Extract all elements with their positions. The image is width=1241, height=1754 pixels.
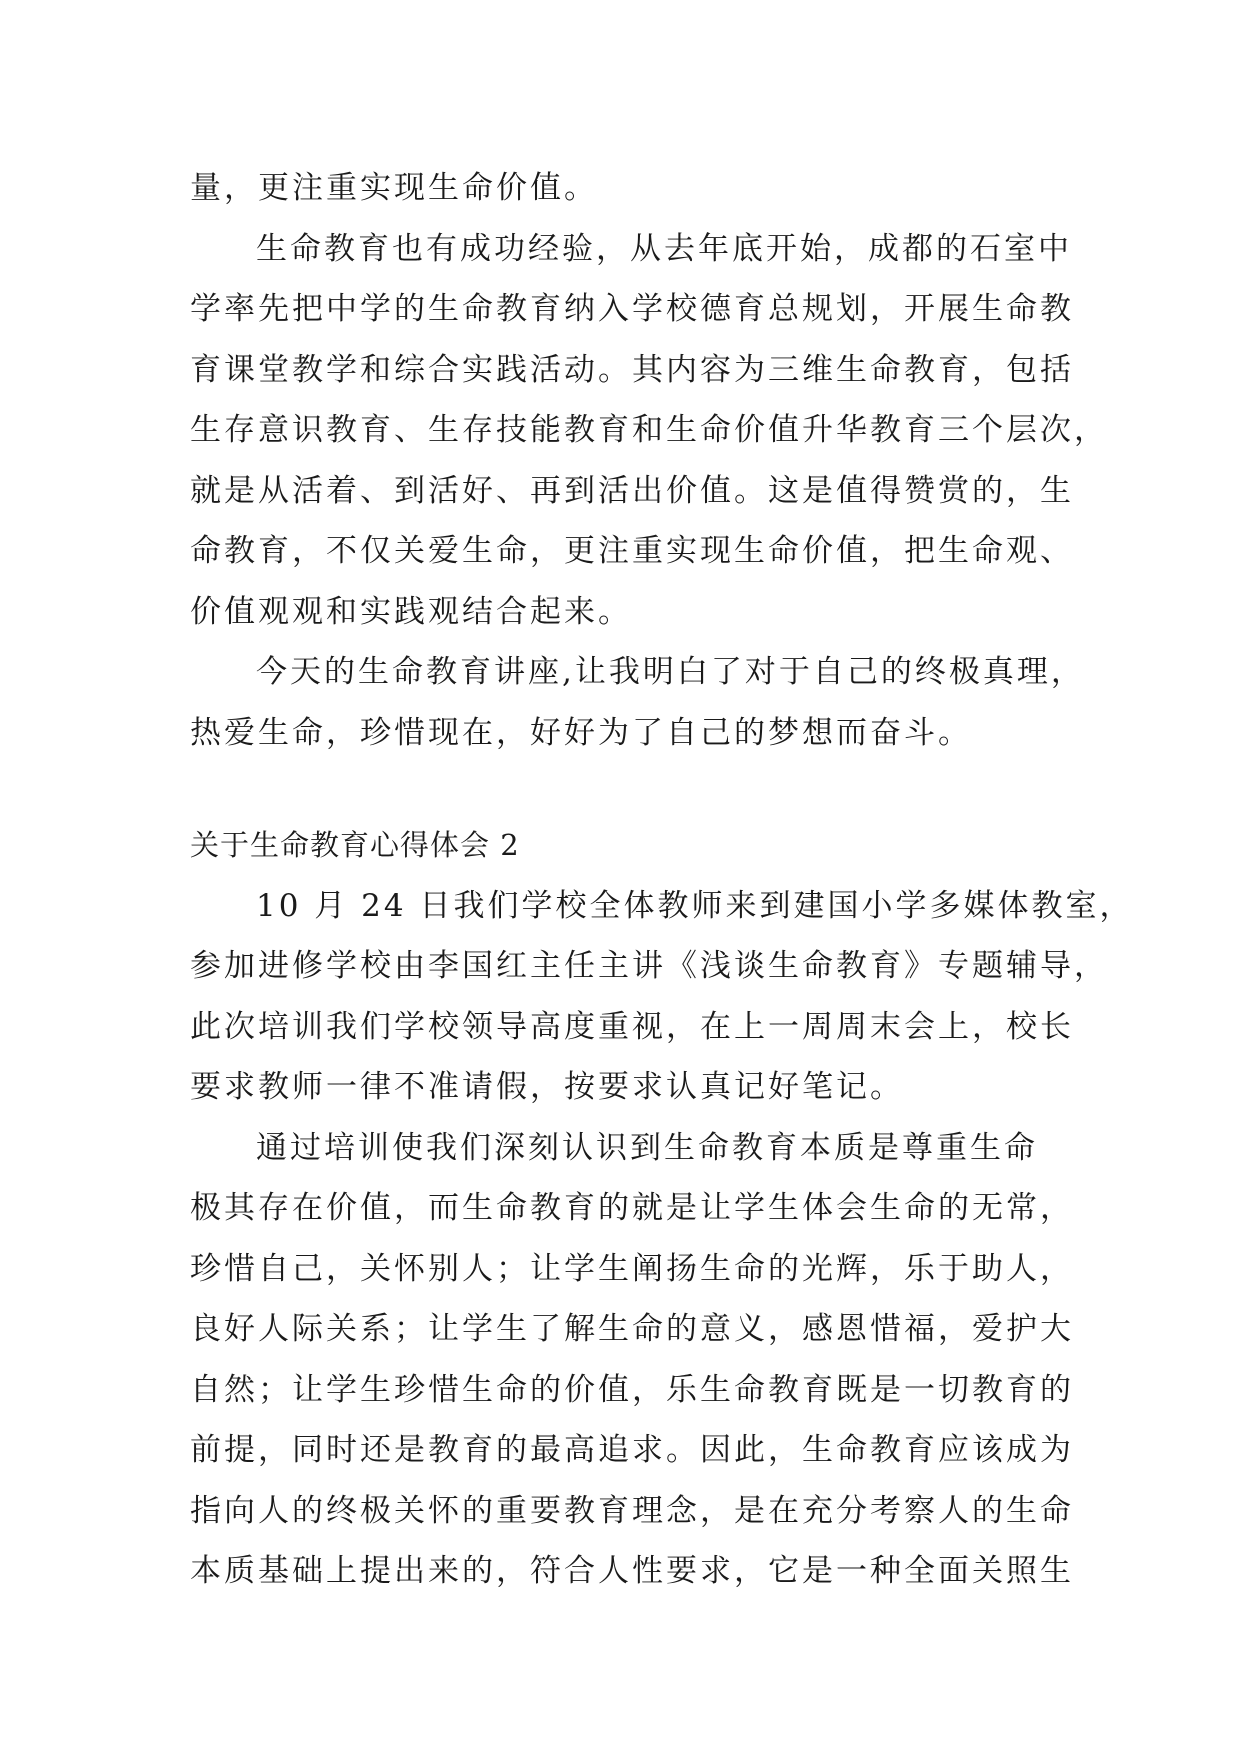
text-line: 生存意识教育、生存技能教育和生命价值升华教育三个层次， <box>190 412 1108 448</box>
text-line: 就是从活着、到活好、再到活出价值。这是值得赞赏的，生 <box>190 472 1074 509</box>
document-body <box>190 158 1134 1602</box>
text-line: 学率先把中学的生命教育纳入学校德育总规划，开展生命教 <box>190 291 1074 327</box>
text-line: 良好人际关系；让学生了解生命的意义，感恩惜福，爱护大 <box>190 1311 1074 1347</box>
text-line: 10 月 24 日我们学校全体教师来到建国小学多媒体教室， <box>256 887 1134 924</box>
text-line: 通过培训使我们深刻认识到生命教育本质是尊重生命 <box>256 1129 1038 1166</box>
paragraph-gap <box>190 763 1070 815</box>
text-line: 此次培训我们学校领导高度重视，在上一周周末会上，校长 <box>190 1008 1074 1045</box>
text-line: 极其存在价值，而生命教育的就是让学生体会生命的无常， <box>190 1190 1074 1226</box>
text-line: 今天的生命教育讲座,让我明白了对于自己的终极真理， <box>256 654 1085 690</box>
text-line: 量，更注重实现生命价值。 <box>190 170 598 206</box>
text-line: 本质基础上提出来的，符合人性要求，它是一种全面关照生 <box>190 1553 1074 1589</box>
text-line: 珍惜自己，关怀别人；让学生阐扬生命的光辉，乐于助人， <box>190 1250 1074 1287</box>
text-line: 指向人的终极关怀的重要教育理念，是在充分考察人的生命 <box>190 1492 1074 1529</box>
text-line: 参加进修学校由李国红主任主讲《浅谈生命教育》专题辅导， <box>190 948 1108 984</box>
text-line: 价值观观和实践观结合起来。 <box>190 593 632 630</box>
text-line: 自然；让学生珍惜生命的价值，乐生命教育既是一切教育的 <box>190 1371 1074 1408</box>
text-line: 热爱生命，珍惜现在，好好为了自己的梦想而奋斗。 <box>190 714 972 751</box>
text-line: 命教育，不仅关爱生命，更注重实现生命价值，把生命观、 <box>190 533 1074 569</box>
text-line: 育课堂教学和综合实践活动。其内容为三维生命教育，包括 <box>190 351 1074 388</box>
text-line: 要求教师一律不准请假，按要求认真记好笔记。 <box>190 1069 904 1105</box>
section-title: 关于生命教育心得体会 2 <box>190 828 520 862</box>
text-line: 生命教育也有成功经验，从去年底开始，成都的石室中 <box>256 230 1072 267</box>
text-line: 前提，同时还是教育的最高追求。因此，生命教育应该成为 <box>190 1432 1074 1468</box>
